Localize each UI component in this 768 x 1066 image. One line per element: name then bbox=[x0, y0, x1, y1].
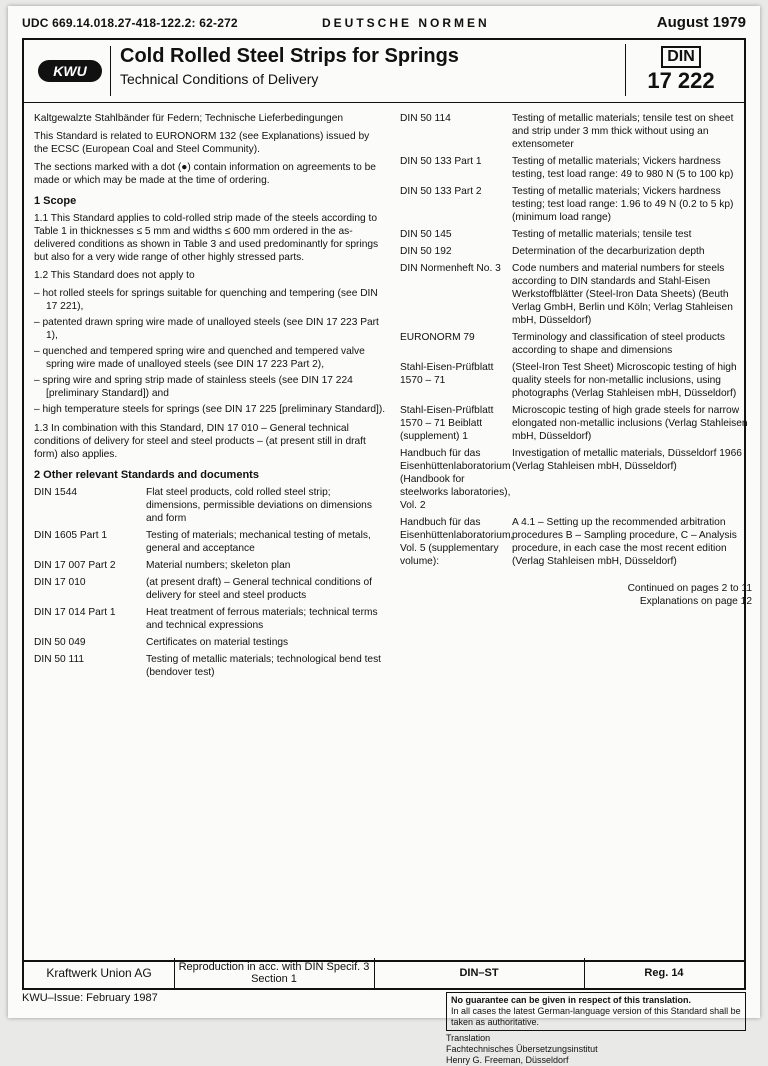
din-number-box bbox=[625, 44, 736, 96]
reference-description: Certificates on material testings bbox=[146, 637, 289, 648]
document-page bbox=[8, 6, 760, 1065]
translator-label: Translation bbox=[446, 1033, 491, 1043]
reference-code: DIN 50 133 Part 2 bbox=[400, 186, 482, 197]
reference-code: DIN 1544 bbox=[34, 487, 78, 498]
reference-entry bbox=[400, 447, 752, 512]
document-subtitle: Technical Conditions of Delivery bbox=[120, 71, 319, 87]
reference-entry bbox=[400, 245, 752, 258]
reference-description: Terminology and classification of steel products according to shape and dimensions bbox=[512, 332, 725, 356]
standard-frame bbox=[22, 38, 752, 962]
continued-pages: Continued on pages 2 to 11 bbox=[627, 583, 752, 594]
reference-code: DIN 17 007 Part 2 bbox=[34, 560, 116, 571]
authority-note: In all cases the latest German-language version of this Standard shall be taken as authoritative. bbox=[451, 1006, 741, 1027]
translator-name: Henry G. Freeman, Düsseldorf bbox=[446, 1055, 569, 1065]
reference-code: DIN 17 010 bbox=[34, 577, 86, 588]
issue-date: August 1979 bbox=[656, 14, 746, 31]
reference-description: Testing of metallic materials; tensile test bbox=[512, 229, 692, 240]
reference-description: Testing of materials; mechanical testing of metals, general and acceptance bbox=[146, 530, 371, 554]
reference-description: Determination of the decarburization depth bbox=[512, 246, 705, 257]
translation-stamp bbox=[446, 992, 746, 1066]
reference-code: DIN 50 111 bbox=[34, 654, 85, 665]
reference-code: Handbuch für das Eisenhüttenlaboratorium (Handbook for steelworks laboratories), Vol. 2 bbox=[400, 448, 511, 511]
reference-code: Handbuch für das Eisenhüttenlaboratorium, Vol. 5 (supplementary volume): bbox=[400, 517, 514, 567]
udc-code: UDC 669.14.018.27-418-122.2: 62-272 bbox=[22, 16, 238, 30]
exclusion-item: – high temperature steels for springs (see DIN 17 225 [preliminary Standard]). bbox=[34, 404, 386, 415]
registration-number: Reg. 14 bbox=[644, 967, 684, 979]
reference-entry bbox=[34, 559, 386, 572]
reference-code: DIN Normenheft No. 3 bbox=[400, 263, 501, 274]
clause-1-2: 1.2 This Standard does not apply to bbox=[34, 270, 195, 281]
reference-entry bbox=[400, 155, 752, 181]
reference-description: Material numbers; skeleton plan bbox=[146, 560, 291, 571]
reference-description: Testing of metallic materials; tensile test on sheet and strip under 3 mm thick without using an extensometer bbox=[512, 113, 734, 150]
reference-description: Code numbers and material numbers for steels according to DIN standards and Stahl-Eisen Werkstoffblätter (Steel-Iron Data Sheets) (Beuth Verlag GmbH, Berlin und Köln; Verlag Stahleisen mbH, Düsseldorf) bbox=[512, 263, 733, 326]
left-column bbox=[34, 112, 386, 683]
german-title: Kaltgewalzte Stahlbänder für Federn; Technische Lieferbedingungen bbox=[34, 113, 344, 124]
reference-description: (Steel-Iron Test Sheet) Microscopic testing of high quality steels for non-metallic inclusions, using photographs (Verlag Stahleisen mbH, Düsseldorf) bbox=[512, 362, 737, 399]
reproduction-note: Reproduction in acc. with DIN Specif. 3 Section 1 bbox=[174, 958, 375, 988]
kwu-issue-date: KWU–Issue: February 1987 bbox=[22, 992, 158, 1004]
title-area bbox=[120, 44, 620, 88]
reference-entry bbox=[34, 576, 386, 602]
exclusion-item: – spring wire and spring strip made of stainless steels (see DIN 17 224 [preliminary Standard]) and bbox=[34, 375, 353, 399]
reference-code: DIN 17 014 Part 1 bbox=[34, 607, 116, 618]
clause-1-1: 1.1 This Standard applies to cold-rolled strip made of the steels according to Table 1 in thicknesses ≤ 5 mm and widths ≤ 600 mm ordered in the as-delivered conditions as shown in Table 3 and used predominantly for springs but also for a very wide range of other highly stressed parts. bbox=[34, 213, 379, 263]
exclusion-item: – quenched and tempered spring wire and quenched and tempered valve spring wire made of unalloyed steels (see DIN 17 223 Part 2), bbox=[34, 346, 365, 370]
reference-entry bbox=[34, 636, 386, 649]
translation-warning bbox=[446, 992, 746, 1031]
explanations-page: Explanations on page 12 bbox=[639, 596, 752, 607]
agreement-note: The sections marked with a dot (●) contain information on agreements to be made or which may be made at the time of ordering. bbox=[34, 162, 376, 186]
reference-entry bbox=[400, 112, 752, 151]
reference-description: Testing of metallic materials; Vickers hardness testing; test load range: 1.96 to 49 N (0.2 to 5 kp) (minimum load range) bbox=[512, 186, 734, 223]
reference-description: Heat treatment of ferrous materials; technical terms and technical expressions bbox=[146, 607, 378, 631]
company-name: Kraftwerk Union AG bbox=[24, 958, 175, 988]
reference-entry bbox=[400, 516, 752, 568]
reference-entry bbox=[400, 404, 752, 443]
top-header-line bbox=[22, 16, 746, 36]
document-title: Cold Rolled Steel Strips for Springs bbox=[120, 45, 459, 67]
continuation-note bbox=[400, 582, 752, 608]
section-heading-other-standards: 2 Other relevant Standards and documents bbox=[34, 469, 259, 481]
reference-description: (at present draft) – General technical conditions of delivery for steel and steel products bbox=[146, 577, 372, 601]
right-column bbox=[400, 112, 752, 608]
reference-entry bbox=[34, 529, 386, 555]
reference-entry bbox=[400, 331, 752, 357]
warning-text: No guarantee can be given in respect of this translation. bbox=[451, 995, 692, 1005]
reference-description: Flat steel products, cold rolled steel strip; dimensions, permissible deviations on dimensions and form bbox=[146, 487, 372, 524]
kwu-logo-mark: KWU bbox=[38, 60, 102, 82]
publisher-name: DEUTSCHE NORMEN bbox=[322, 16, 490, 30]
exclusion-item: – hot rolled steels for springs suitable for quenching and tempering (see DIN 17 221), bbox=[34, 288, 378, 312]
reference-entry bbox=[400, 228, 752, 241]
reference-code: Stahl-Eisen-Prüfblatt 1570 – 71 bbox=[400, 362, 494, 386]
reference-description: Investigation of metallic materials, Düsseldorf 1966 (Verlag Stahleisen mbH, Düsseldorf) bbox=[512, 448, 742, 472]
reference-entry bbox=[400, 185, 752, 224]
reference-entry bbox=[34, 653, 386, 679]
reference-code: DIN 50 114 bbox=[400, 113, 451, 124]
din-st-code: DIN–ST bbox=[374, 958, 585, 988]
reference-code: DIN 50 133 Part 1 bbox=[400, 156, 482, 167]
exclusion-item: – patented drawn spring wire made of unalloyed steels (see DIN 17 223 Part 1), bbox=[34, 317, 379, 341]
reference-entry bbox=[34, 486, 386, 525]
reference-entry bbox=[400, 361, 752, 400]
reference-description: Microscopic testing of high grade steels for narrow elongated non-metallic inclusions (Verlag Stahleisen mbH, Düsseldorf) bbox=[512, 405, 748, 442]
footer-block bbox=[22, 958, 746, 990]
reference-code: DIN 50 192 bbox=[400, 246, 452, 257]
kwu-logo bbox=[30, 46, 111, 96]
reference-code: EURONORM 79 bbox=[400, 332, 475, 343]
translator-institute: Fachtechnisches Übersetzungsinstitut bbox=[446, 1044, 598, 1054]
reference-description: Testing of metallic materials; Vickers hardness testing, test load range: 49 to 980 N (5 to 100 kp) bbox=[512, 156, 734, 180]
reference-code: DIN 50 145 bbox=[400, 229, 452, 240]
title-block bbox=[24, 40, 744, 103]
reference-entry bbox=[34, 606, 386, 632]
reference-description: Testing of metallic materials; technological bend test (bendover test) bbox=[146, 654, 381, 678]
reference-entry bbox=[400, 262, 752, 327]
reference-code: DIN 50 049 bbox=[34, 637, 86, 648]
reference-description: A 4.1 – Setting up the recommended arbitration procedures B – Sampling procedure, C – Analysis procedure, in each case the most recent edition (Verlag Stahleisen mbH, Düsseldorf) bbox=[512, 517, 737, 567]
reference-code: DIN 1605 Part 1 bbox=[34, 530, 108, 541]
section-heading-scope: 1 Scope bbox=[34, 195, 77, 207]
reference-code: Stahl-Eisen-Prüfblatt 1570 – 71 Beiblatt (supplement) 1 bbox=[400, 405, 494, 442]
body-columns bbox=[34, 112, 752, 952]
clause-1-3: 1.3 In combination with this Standard, DIN 17 010 – General technical conditions of delivery for steel and steel products – (at present still in draft form) also applies. bbox=[34, 423, 366, 460]
din-label: DIN bbox=[661, 46, 701, 68]
din-number: 17 222 bbox=[647, 68, 715, 93]
euronorm-note: This Standard is related to EURONORM 132 (see Explanations) issued by the ECSC (European Coal and Steel Community). bbox=[34, 131, 370, 155]
